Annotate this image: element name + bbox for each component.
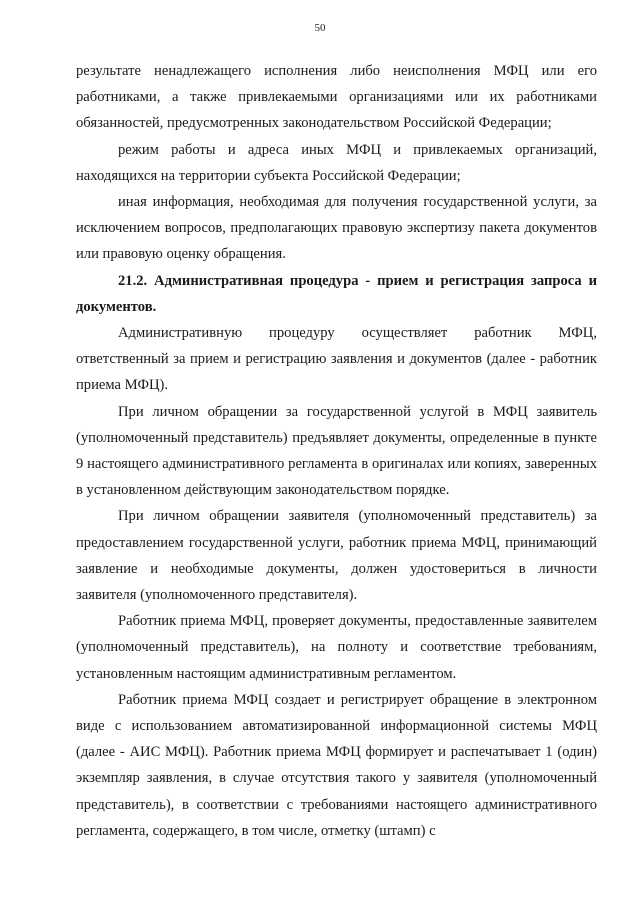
page-number: 50 [314,22,326,34]
paragraph: При личном обращении заявителя (уполномоченный представитель) за предоставлением государственной услуги, работник приема МФЦ, принимающий заявление и необходимые документы, должен удостовериться в личности заявителя (уполномоченного представителя). [76,508,597,604]
paragraph: Административную процедуру осуществляет работник МФЦ, ответственный за прием и регистрацию заявления и документов (далее - работник приема МФЦ). [76,325,597,394]
section-heading: 21.2. Административная процедура - прием и регистрация запроса и документов. [76,272,597,315]
paragraph: При личном обращении за государственной услугой в МФЦ заявитель (уполномоченный представитель) предъявляет документы, определенные в пункте 9 настоящего административного регламента в оригиналах или копиях, заверенных в установленном действующим законодательством порядке. [76,403,597,499]
paragraph-continued: результате ненадлежащего исполнения либо неисполнения МФЦ или его работниками, а также привлекаемыми организациями или их работниками обязанностей, предусмотренных законодательством Российской Федерации; [76,63,597,132]
paragraph: Работник приема МФЦ создает и регистрирует обращение в электронном виде с использованием автоматизированной информационной системы МФЦ (далее - АИС МФЦ). Работник приема МФЦ формирует и распечатывает 1 (один) экземпляр заявления, в случае отсутствия такого у заявителя (уполномоченный представитель), в соответствии с требованиями настоящего административного регламента, содержащего, в том числе, отметку (штамп) с [76,691,597,839]
document-body [76,58,597,844]
paragraph: иная информация, необходимая для получения государственной услуги, за исключением вопросов, предполагающих правовую экспертизу пакета документов или правовую оценку обращения. [76,194,597,263]
paragraph: режим работы и адреса иных МФЦ и привлекаемых организаций, находящихся на территории субъекта Российской Федерации; [76,141,597,184]
paragraph: Работник приема МФЦ, проверяет документы, предоставленные заявителем (уполномоченный представитель), на полноту и соответствие требованиям, установленным настоящим административным регламентом. [76,613,597,682]
